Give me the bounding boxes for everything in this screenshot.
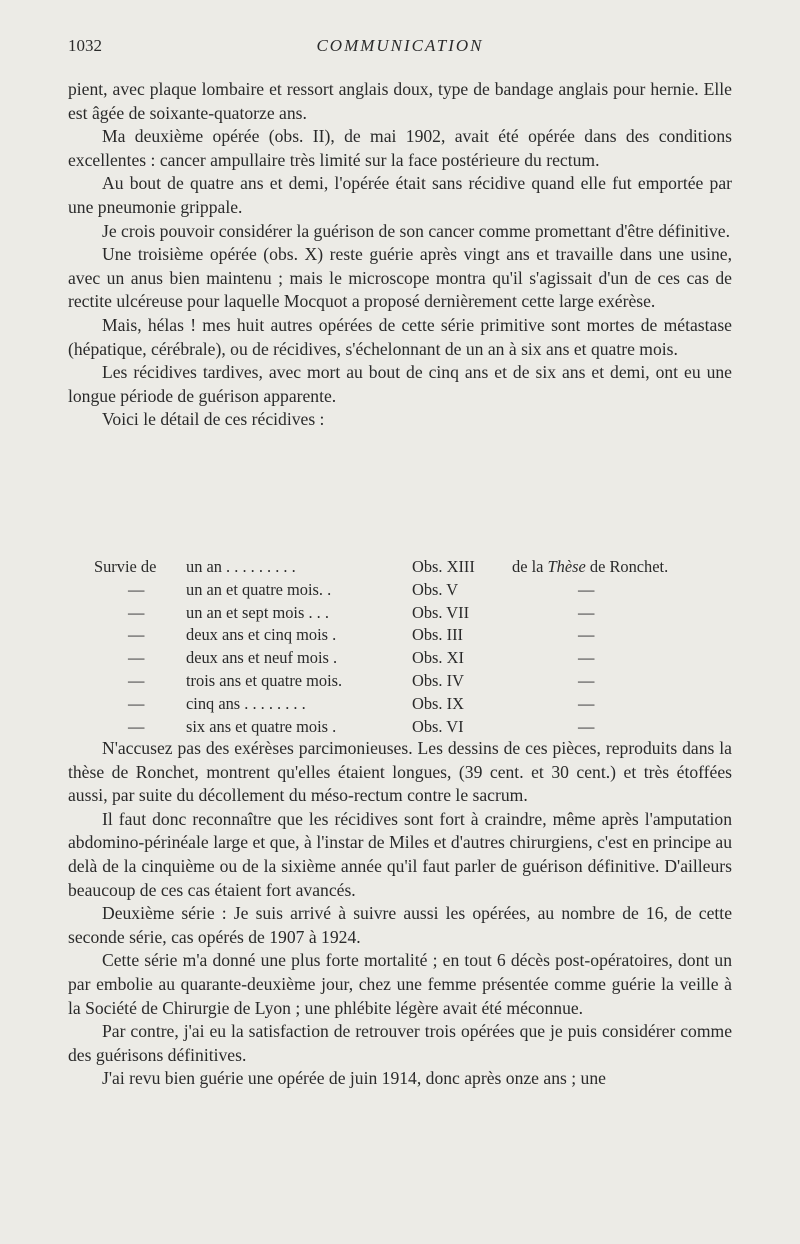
ref-title: Thèse [547,557,586,576]
row-duration: deux ans et neuf mois . [186,648,338,668]
row-observation: Obs. III [412,625,463,645]
row-observation: Obs. V [412,579,459,599]
ditto-mark: — [128,602,145,622]
paragraph: Cette série m'a donné une plus forte mortalité ; en tout 6 décès post-opératoires, dont un par embolie au quarante-deuxième jour, chez une femme présentée comme guérie la veille à la Société de Chirurgie de Lyon ; une phlébite légère avait été méconnue. [68,950,732,1018]
ditto-mark: — [128,579,145,599]
paragraph: Ma deuxième opérée (obs. II), de mai 1902, avait été opérée dans des conditions excellentes : cancer ampullaire très limité sur la face postérieure du rectum. [68,126,732,170]
ditto-mark: — [128,648,145,668]
survival-table [94,556,734,738]
row-observation: Obs. VI [412,716,464,736]
ref-prefix: de la [512,557,544,576]
table-row [94,624,734,647]
row-duration: six ans et quatre mois . [186,716,337,736]
paragraph: Je crois pouvoir considérer la guérison de son cancer comme promettant d'être définitive. [102,220,731,241]
ditto-mark: — [578,579,595,599]
thesis-reference [512,556,668,579]
ditto-mark: — [578,693,595,713]
row-duration: un an et quatre mois. . [186,579,332,599]
row-observation: Obs. IX [412,693,464,713]
page-number: 1032 [68,36,102,55]
row-observation: Obs. XIII [412,557,475,576]
ditto-mark: — [128,625,145,645]
paragraph: Par contre, j'ai eu la satisfaction de retrouver trois opérées que je puis considérer comme des guérisons définitives. [68,1021,732,1065]
ditto-mark: — [128,693,145,713]
table-row [94,670,734,693]
table-row [94,602,734,625]
row-duration: cinq ans . . . . . . . . [186,693,306,713]
body-text-bottom [68,737,732,1091]
ditto-mark: — [578,670,595,690]
ditto-mark: — [578,716,595,736]
table-row [94,716,734,739]
table-row [94,693,734,716]
page-header [68,36,732,56]
row-observation: Obs. XI [412,648,464,668]
paragraph: Les récidives tardives, avec mort au bout de cinq ans et de six ans et demi, ont eu une longue période de guérison apparente. [68,362,732,406]
paragraph: J'ai revu bien guérie une opérée de juin 1914, donc après onze ans ; une [102,1068,606,1089]
paragraph: pient, avec plaque lombaire et ressort anglais doux, type de bandage anglais pour hernie. Elle est âgée de soixante-quatorze ans. [68,79,732,123]
row-duration: trois ans et quatre mois. [186,670,343,690]
body-text-top [68,78,732,432]
paragraph: Au bout de quatre ans et demi, l'opérée était sans récidive quand elle fut emportée par une pneumonie grippale. [68,173,732,217]
paragraph: Voici le détail de ces récidives : [102,409,325,430]
ditto-mark: — [578,625,595,645]
running-head: COMMUNICATION [316,36,484,55]
paragraph: Il faut donc reconnaître que les récidives sont fort à craindre, même après l'amputation abdomino-périnéale large et que, à l'instar de Miles et d'autres chirurgiens, c'est en principe au delà de la cinquième ou de la sixième année qu'il faut parler de guérison définitive. D'ailleurs beaucoup de ces cas étaient fort avancés. [68,808,732,900]
paragraph: N'accusez pas des exérèses parcimonieuses. Les dessins de ces pièces, reproduits dans la thèse de Ronchet, montrent qu'elles étaient longues, (39 cent. et 30 cent.) et très étoffées aussi, par suite du décollement du méso-rectum contre le sacrum. [68,738,732,806]
row-observation: Obs. IV [412,670,464,690]
table-row [94,647,734,670]
ditto-mark: — [128,716,145,736]
ref-suffix: de Ronchet. [589,557,669,576]
paragraph: Mais, hélas ! mes huit autres opérées de cette série primitive sont mortes de métastase (hépatique, cérébrale), ou de récidives, s'échelonnant de un an à six ans et quatre mois. [68,314,732,359]
ditto-mark: — [578,602,595,622]
paragraph: Deuxième série : Je suis arrivé à suivre aussi les opérées, au nombre de 16, de cette seconde série, cas opérés de 1907 à 1924. [68,903,732,947]
table-row [94,579,734,602]
ditto-mark: — [128,670,145,690]
row-duration: un an . . . . . . . . . [186,557,296,576]
ditto-mark: — [578,648,595,668]
paragraph: Une troisième opérée (obs. X) reste guérie après vingt ans et travaille dans une usine, avec un anus bien maintenu ; mais le microscope montra qu'il s'agissait d'un de ces cas de rectite ulcéreuse pour laquelle Mocquot a proposé dernièrement cette large exérèse. [68,244,732,312]
row-lead: Survie de [94,557,157,576]
row-duration: deux ans et cinq mois . [186,625,337,645]
row-duration: un an et sept mois . . . [186,602,329,622]
table-row [94,556,734,579]
row-observation: Obs. VII [412,602,470,622]
